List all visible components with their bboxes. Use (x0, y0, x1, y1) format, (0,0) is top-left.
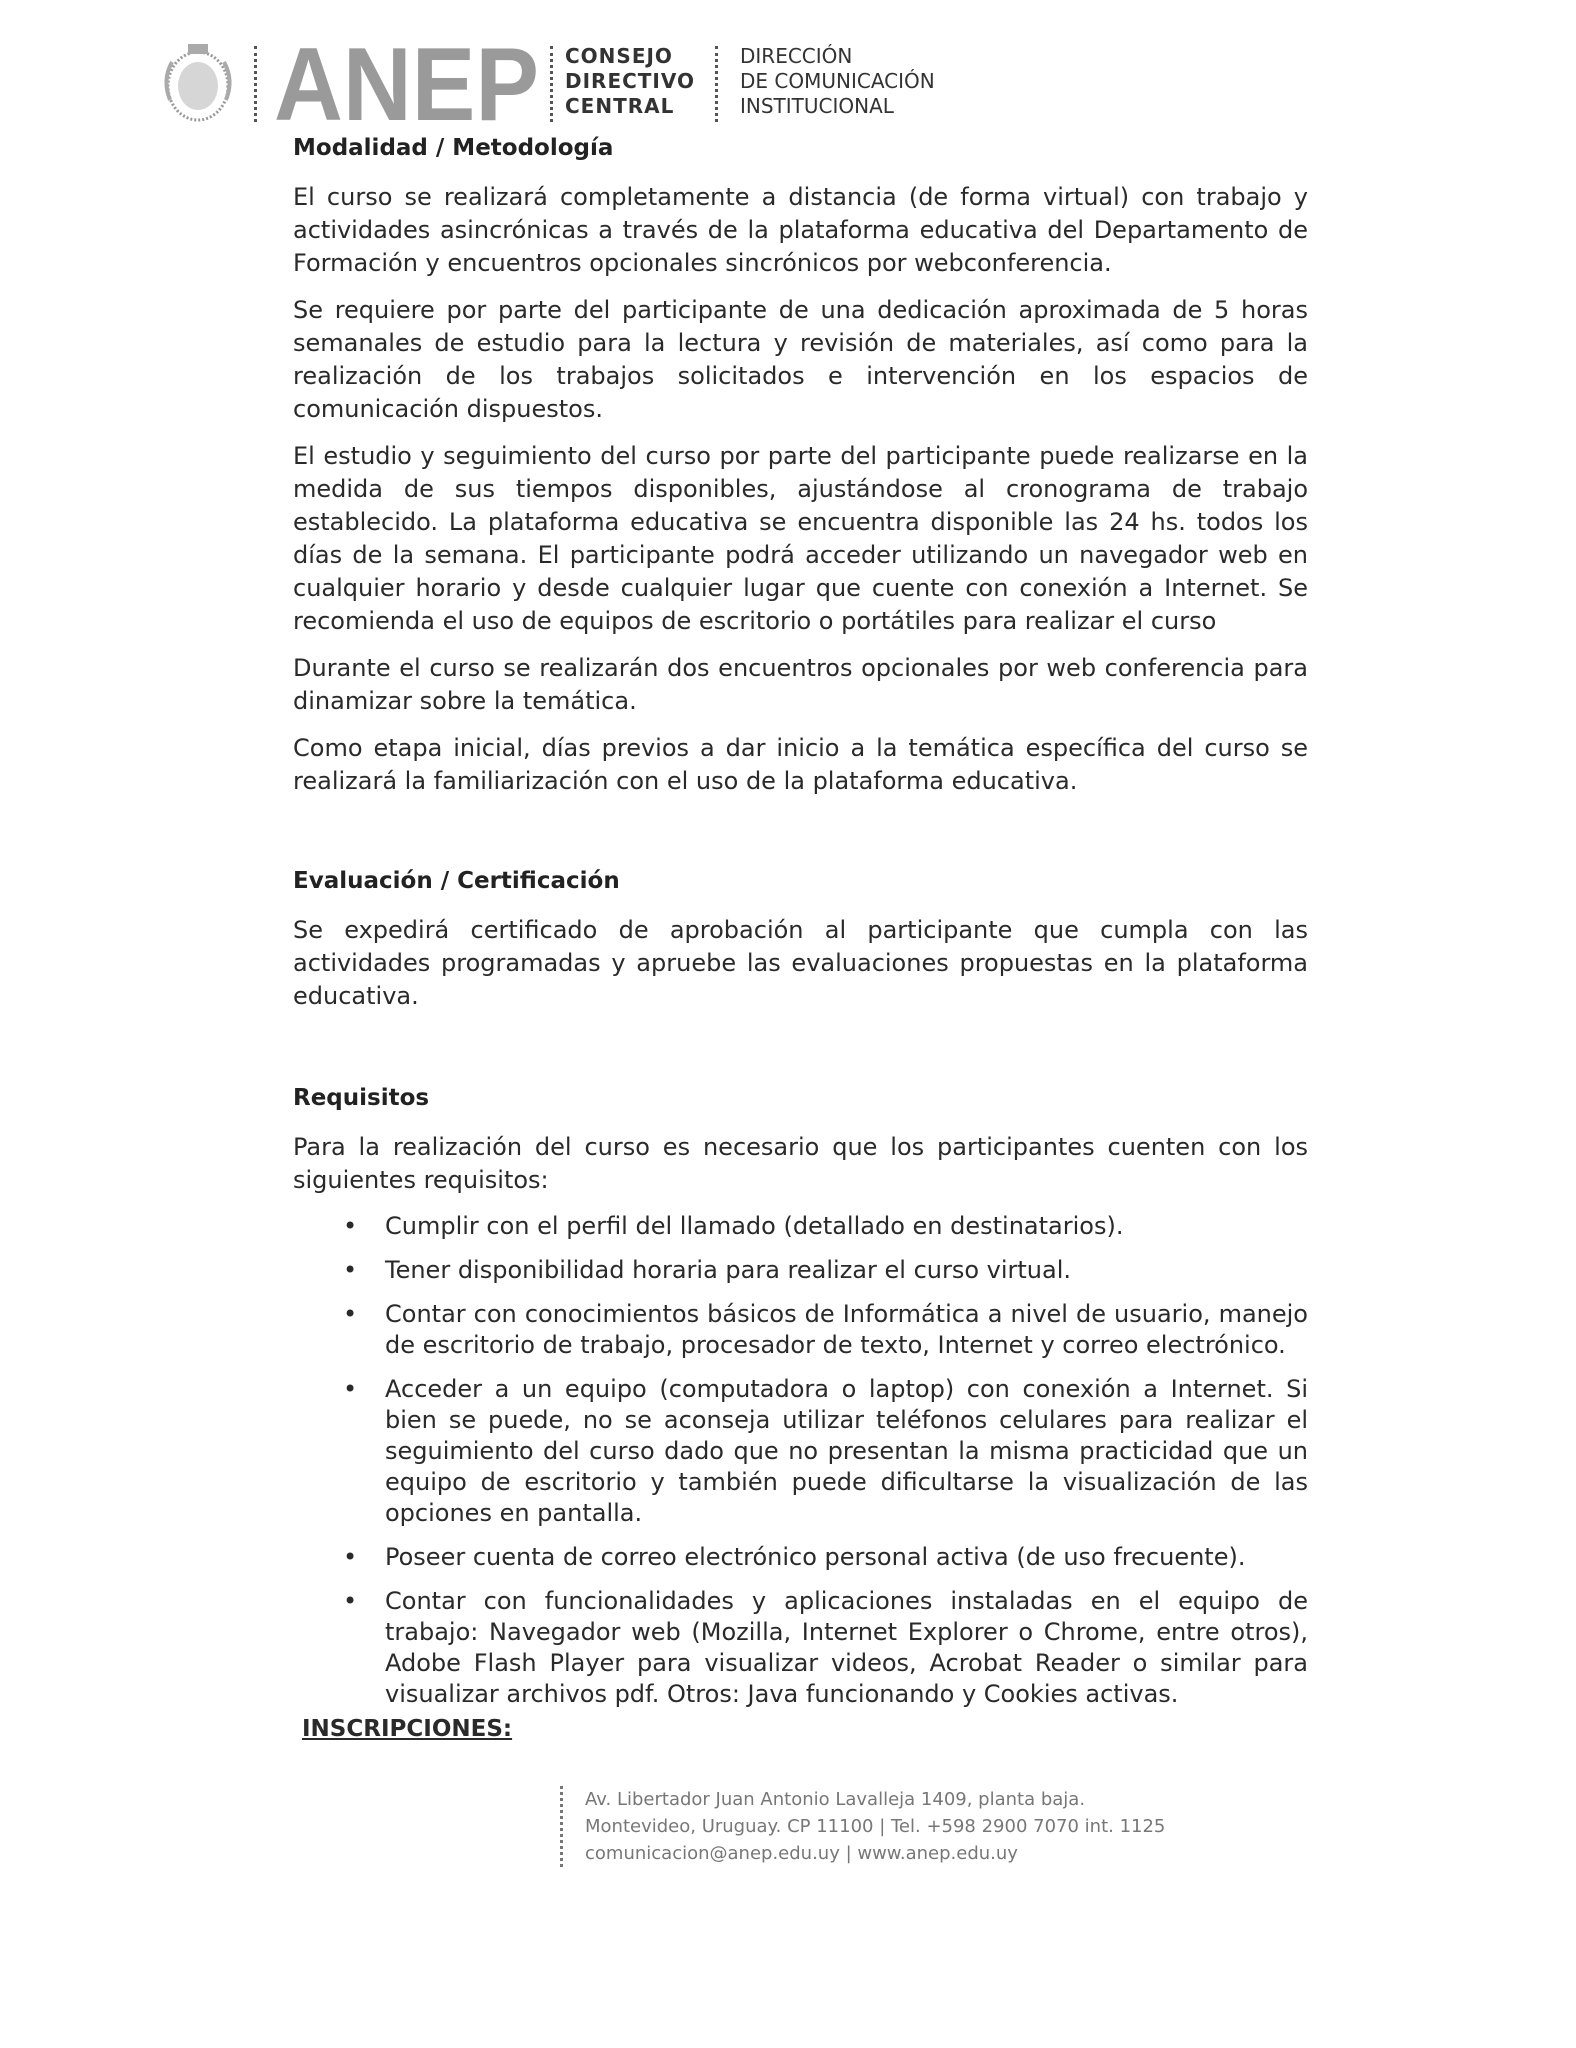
anep-logo (274, 36, 542, 132)
council-name (565, 44, 695, 119)
council-line: CONSEJO (565, 44, 673, 68)
section-title-inscripciones: INSCRIPCIONES: (302, 1716, 513, 1742)
council-line: DIRECTIVO (565, 69, 695, 93)
footer-email-web: comunicacion@anep.edu.uy | www.anep.edu.uy (585, 1843, 1018, 1864)
list-item (343, 1299, 1308, 1361)
list-item (343, 1586, 1308, 1710)
paragraph: Para la realización del curso es necesario que los participantes cuenten con los siguientes requisitos: (293, 1133, 1308, 1194)
list-item-text: Poseer cuenta de correo electrónico personal activa (de uso frecuente). (385, 1543, 1246, 1571)
bullet-icon: • (343, 1587, 358, 1615)
list-item (343, 1374, 1308, 1529)
anep-logo-text: ANEP (274, 36, 539, 132)
list-item-text: Cumplir con el perfil del llamado (detallado en destinatarios). (385, 1212, 1124, 1240)
requirements-list (293, 1211, 1308, 1710)
council-line: CENTRAL (565, 94, 675, 118)
document-body (293, 135, 1308, 1723)
list-item (343, 1542, 1308, 1573)
header-divider-1 (550, 46, 553, 122)
bullet-icon: • (343, 1212, 358, 1240)
coat-of-arms-icon (158, 40, 238, 128)
list-item-text: Contar con conocimientos básicos de Informática a nivel de usuario, manejo de escritorio de trabajo, procesador de texto, Internet y correo electrónico. (385, 1300, 1308, 1359)
logo-divider (254, 46, 257, 122)
section-title-modalidad: Modalidad / Metodología (293, 135, 614, 161)
paragraph: El curso se realizará completamente a distancia (de forma virtual) con trabajo y actividades asincrónicas a través de la plataforma educativa del Departamento de Formación y encuentros opcionales sincrónicos por webconferencia. (293, 183, 1308, 277)
list-item (343, 1255, 1308, 1286)
list-item-text: Tener disponibilidad horaria para realizar el curso virtual. (385, 1256, 1072, 1284)
direction-line: DIRECCIÓN (740, 44, 853, 68)
paragraph: Se requiere por parte del participante de una dedicación aproximada de 5 horas semanales de estudio para la lectura y revisión de materiales, así como para la realización de los trabajos solicitados e intervención en los espacios de comunicación dispuestos. (293, 296, 1308, 423)
direction-name (740, 44, 935, 119)
header-divider-2 (715, 46, 718, 122)
footer-city-phone: Montevideo, Uruguay. CP 11100 | Tel. +598 2900 7070 int. 1125 (585, 1816, 1166, 1837)
paragraph: Se expedirá certificado de aprobación al participante que cumpla con las actividades programadas y apruebe las evaluaciones propuestas en la plataforma educativa. (293, 916, 1308, 1010)
section-title-requisitos: Requisitos (293, 1085, 430, 1111)
paragraph: Como etapa inicial, días previos a dar inicio a la temática específica del curso se realizará la familiarización con el uso de la plataforma educativa. (293, 734, 1308, 795)
list-item-text: Acceder a un equipo (computadora o laptop) con conexión a Internet. Si bien se puede, no se aconseja utilizar teléfonos celulares para realizar el seguimiento del curso dado que no presentan la misma practicidad que un equipo de escritorio y también puede dificultarse la visualización de las opciones en pantalla. (385, 1375, 1308, 1527)
footer-contact (560, 1786, 1165, 1867)
list-item (343, 1211, 1308, 1242)
footer-address: Av. Libertador Juan Antonio Lavalleja 1409, planta baja. (585, 1789, 1086, 1810)
paragraph: Durante el curso se realizarán dos encuentros opcionales por web conferencia para dinamizar sobre la temática. (293, 654, 1308, 715)
letterhead (150, 34, 1050, 134)
section-title-evaluacion: Evaluación / Certificación (293, 868, 620, 894)
list-item-text: Contar con funcionalidades y aplicaciones instaladas en el equipo de trabajo: Navegador web (Mozilla, Internet Explorer o Chrome, entre otros), Adobe Flash Player para visualizar videos, Acrobat Reader o similar para visualizar archivos pdf. Otros: Java funcionando y Cookies activas. (385, 1587, 1308, 1708)
direction-line: INSTITUCIONAL (740, 94, 894, 118)
paragraph: El estudio y seguimiento del curso por parte del participante puede realizarse en la medida de sus tiempos disponibles, ajustándose al cronograma de trabajo establecido. La plataforma educativa se encuentra disponible las 24 hs. todos los días de la semana. El participante podrá acceder utilizando un navegador web en cualquier horario y desde cualquier lugar que cuente con conexión a Internet. Se recomienda el uso de equipos de escritorio o portátiles para realizar el curso (293, 442, 1308, 635)
direction-line: DE COMUNICACIÓN (740, 69, 935, 93)
bullet-icon: • (343, 1543, 358, 1571)
bullet-icon: • (343, 1256, 358, 1284)
bullet-icon: • (343, 1375, 358, 1403)
bullet-icon: • (343, 1300, 358, 1328)
